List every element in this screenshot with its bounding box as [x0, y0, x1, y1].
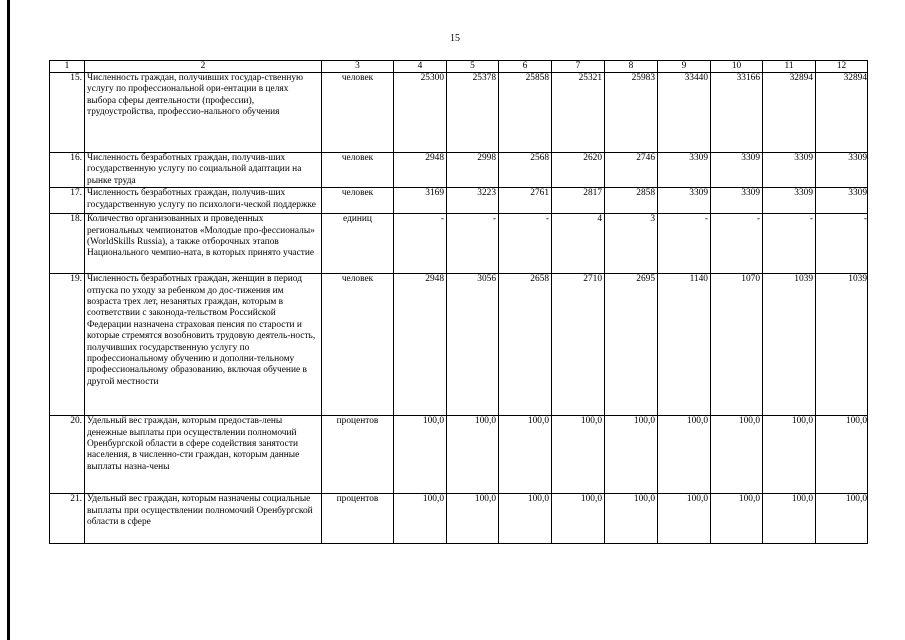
value-cell: 100,0	[394, 494, 447, 544]
value-cell: -	[711, 214, 763, 274]
column-header: 6	[499, 61, 552, 73]
value-cell: 3	[605, 214, 658, 274]
column-header: 9	[658, 61, 711, 73]
value-cell: 3309	[658, 153, 711, 188]
value-cell: 100,0	[816, 494, 868, 544]
value-cell: 2695	[605, 274, 658, 416]
value-cell: 3309	[711, 153, 763, 188]
value-cell: -	[394, 214, 447, 274]
value-cell: 4	[552, 214, 605, 274]
value-cell: 3309	[711, 188, 763, 214]
column-header: 4	[394, 61, 447, 73]
column-header: 3	[322, 61, 394, 73]
value-cell: -	[763, 214, 816, 274]
indicator-name: Количество организованных и проведенных региональных чемпионатов «Молодые про-фессионалы» (WorldSkills Russia), а также отборочных этапов Национального чемпио-ната, в которых принято участие	[85, 214, 322, 274]
value-cell: 100,0	[605, 494, 658, 544]
value-cell: 100,0	[711, 494, 763, 544]
value-cell: 25983	[605, 73, 658, 153]
value-cell: 2620	[552, 153, 605, 188]
column-header: 10	[711, 61, 763, 73]
scan-edge-bar	[7, 0, 10, 640]
row-number: 15.	[50, 73, 85, 153]
value-cell: 32894	[816, 73, 868, 153]
table-row	[50, 153, 868, 188]
value-cell: 100,0	[552, 416, 605, 494]
row-number: 16.	[50, 153, 85, 188]
row-number: 20.	[50, 416, 85, 494]
value-cell: 100,0	[499, 494, 552, 544]
value-cell: 2710	[552, 274, 605, 416]
value-cell: 1039	[816, 274, 868, 416]
header-row	[50, 61, 868, 73]
indicator-name: Численность безработных граждан, женщин в период отпуска по уходу за ребенком до дос-тижения им возраста трех лет, незанятых граждан, которым в соответствии с законода-тельством Российской Федерации назначена страховая пенсия по старости и которые стремятся возобновить трудовую деятель-ность, получивших государственную услугу по профессиональному обучению и дополни-тельному профессиональному образованию, включая обучение в другой местности	[85, 274, 322, 416]
value-cell: 2746	[605, 153, 658, 188]
value-cell: 100,0	[447, 416, 499, 494]
table-row	[50, 214, 868, 274]
value-cell: -	[816, 214, 868, 274]
column-header: 7	[552, 61, 605, 73]
value-cell: 3056	[447, 274, 499, 416]
value-cell: 33440	[658, 73, 711, 153]
indicator-name: Удельный вес граждан, которым предостав-лены денежные выплаты при осуществлении полномочий Оренбургской области в сфере содействия занятости населения, в численно-сти граждан, которым данные выплаты назна-чены	[85, 416, 322, 494]
unit-cell: процентов	[322, 416, 394, 494]
value-cell: 1070	[711, 274, 763, 416]
unit-cell: процентов	[322, 494, 394, 544]
value-cell: 100,0	[658, 494, 711, 544]
value-cell: 25300	[394, 73, 447, 153]
column-header: 11	[763, 61, 816, 73]
page-number: 15	[450, 33, 460, 44]
indicator-name: Численность граждан, получивших государ-ственную услугу по профессиональной ори-ентации в целях выбора сферы деятельности (профессии), трудоустройства, профессио-нального обучения	[85, 73, 322, 153]
value-cell: 2858	[605, 188, 658, 214]
value-cell: 2658	[499, 274, 552, 416]
column-header: 1	[50, 61, 85, 73]
value-cell: 3309	[658, 188, 711, 214]
table-row	[50, 188, 868, 214]
value-cell: 2998	[447, 153, 499, 188]
value-cell: 32894	[763, 73, 816, 153]
value-cell: 100,0	[447, 494, 499, 544]
value-cell: -	[447, 214, 499, 274]
column-header: 12	[816, 61, 868, 73]
row-number: 17.	[50, 188, 85, 214]
value-cell: 33166	[711, 73, 763, 153]
indicators-table	[49, 60, 868, 544]
value-cell: 2948	[394, 153, 447, 188]
table-row	[50, 274, 868, 416]
value-cell: 100,0	[711, 416, 763, 494]
value-cell: 3309	[816, 188, 868, 214]
value-cell: 1140	[658, 274, 711, 416]
unit-cell: человек	[322, 153, 394, 188]
value-cell: 1039	[763, 274, 816, 416]
unit-cell: человек	[322, 188, 394, 214]
unit-cell: единиц	[322, 214, 394, 274]
table-body	[50, 61, 868, 544]
value-cell: -	[658, 214, 711, 274]
value-cell: 25378	[447, 73, 499, 153]
value-cell: 25858	[499, 73, 552, 153]
row-number: 18.	[50, 214, 85, 274]
value-cell: 3309	[816, 153, 868, 188]
value-cell: 100,0	[658, 416, 711, 494]
value-cell: 2568	[499, 153, 552, 188]
table-row	[50, 416, 868, 494]
indicator-name: Численность безработных граждан, получив-ших государственную услугу по психологи-ческой поддержке	[85, 188, 322, 214]
value-cell: 100,0	[394, 416, 447, 494]
table-row	[50, 494, 868, 544]
value-cell: 3309	[763, 153, 816, 188]
value-cell: 100,0	[763, 416, 816, 494]
value-cell: 100,0	[552, 494, 605, 544]
value-cell: 3169	[394, 188, 447, 214]
value-cell: 3309	[763, 188, 816, 214]
value-cell: 2948	[394, 274, 447, 416]
row-number: 21.	[50, 494, 85, 544]
value-cell: 100,0	[763, 494, 816, 544]
unit-cell: человек	[322, 274, 394, 416]
row-number: 19.	[50, 274, 85, 416]
value-cell: 25321	[552, 73, 605, 153]
unit-cell: человек	[322, 73, 394, 153]
indicator-name: Численность безработных граждан, получив-ших государственную услугу по социальной адаптации на рынке труда	[85, 153, 322, 188]
value-cell: 3223	[447, 188, 499, 214]
value-cell: -	[499, 214, 552, 274]
indicator-name: Удельный вес граждан, которым назначены социальные выплаты при осуществлении полномочий Оренбургской области в сфере	[85, 494, 322, 544]
column-header: 2	[85, 61, 322, 73]
column-header: 5	[447, 61, 499, 73]
column-header: 8	[605, 61, 658, 73]
value-cell: 100,0	[816, 416, 868, 494]
value-cell: 100,0	[499, 416, 552, 494]
value-cell: 2817	[552, 188, 605, 214]
table-row	[50, 73, 868, 153]
value-cell: 2761	[499, 188, 552, 214]
value-cell: 100,0	[605, 416, 658, 494]
